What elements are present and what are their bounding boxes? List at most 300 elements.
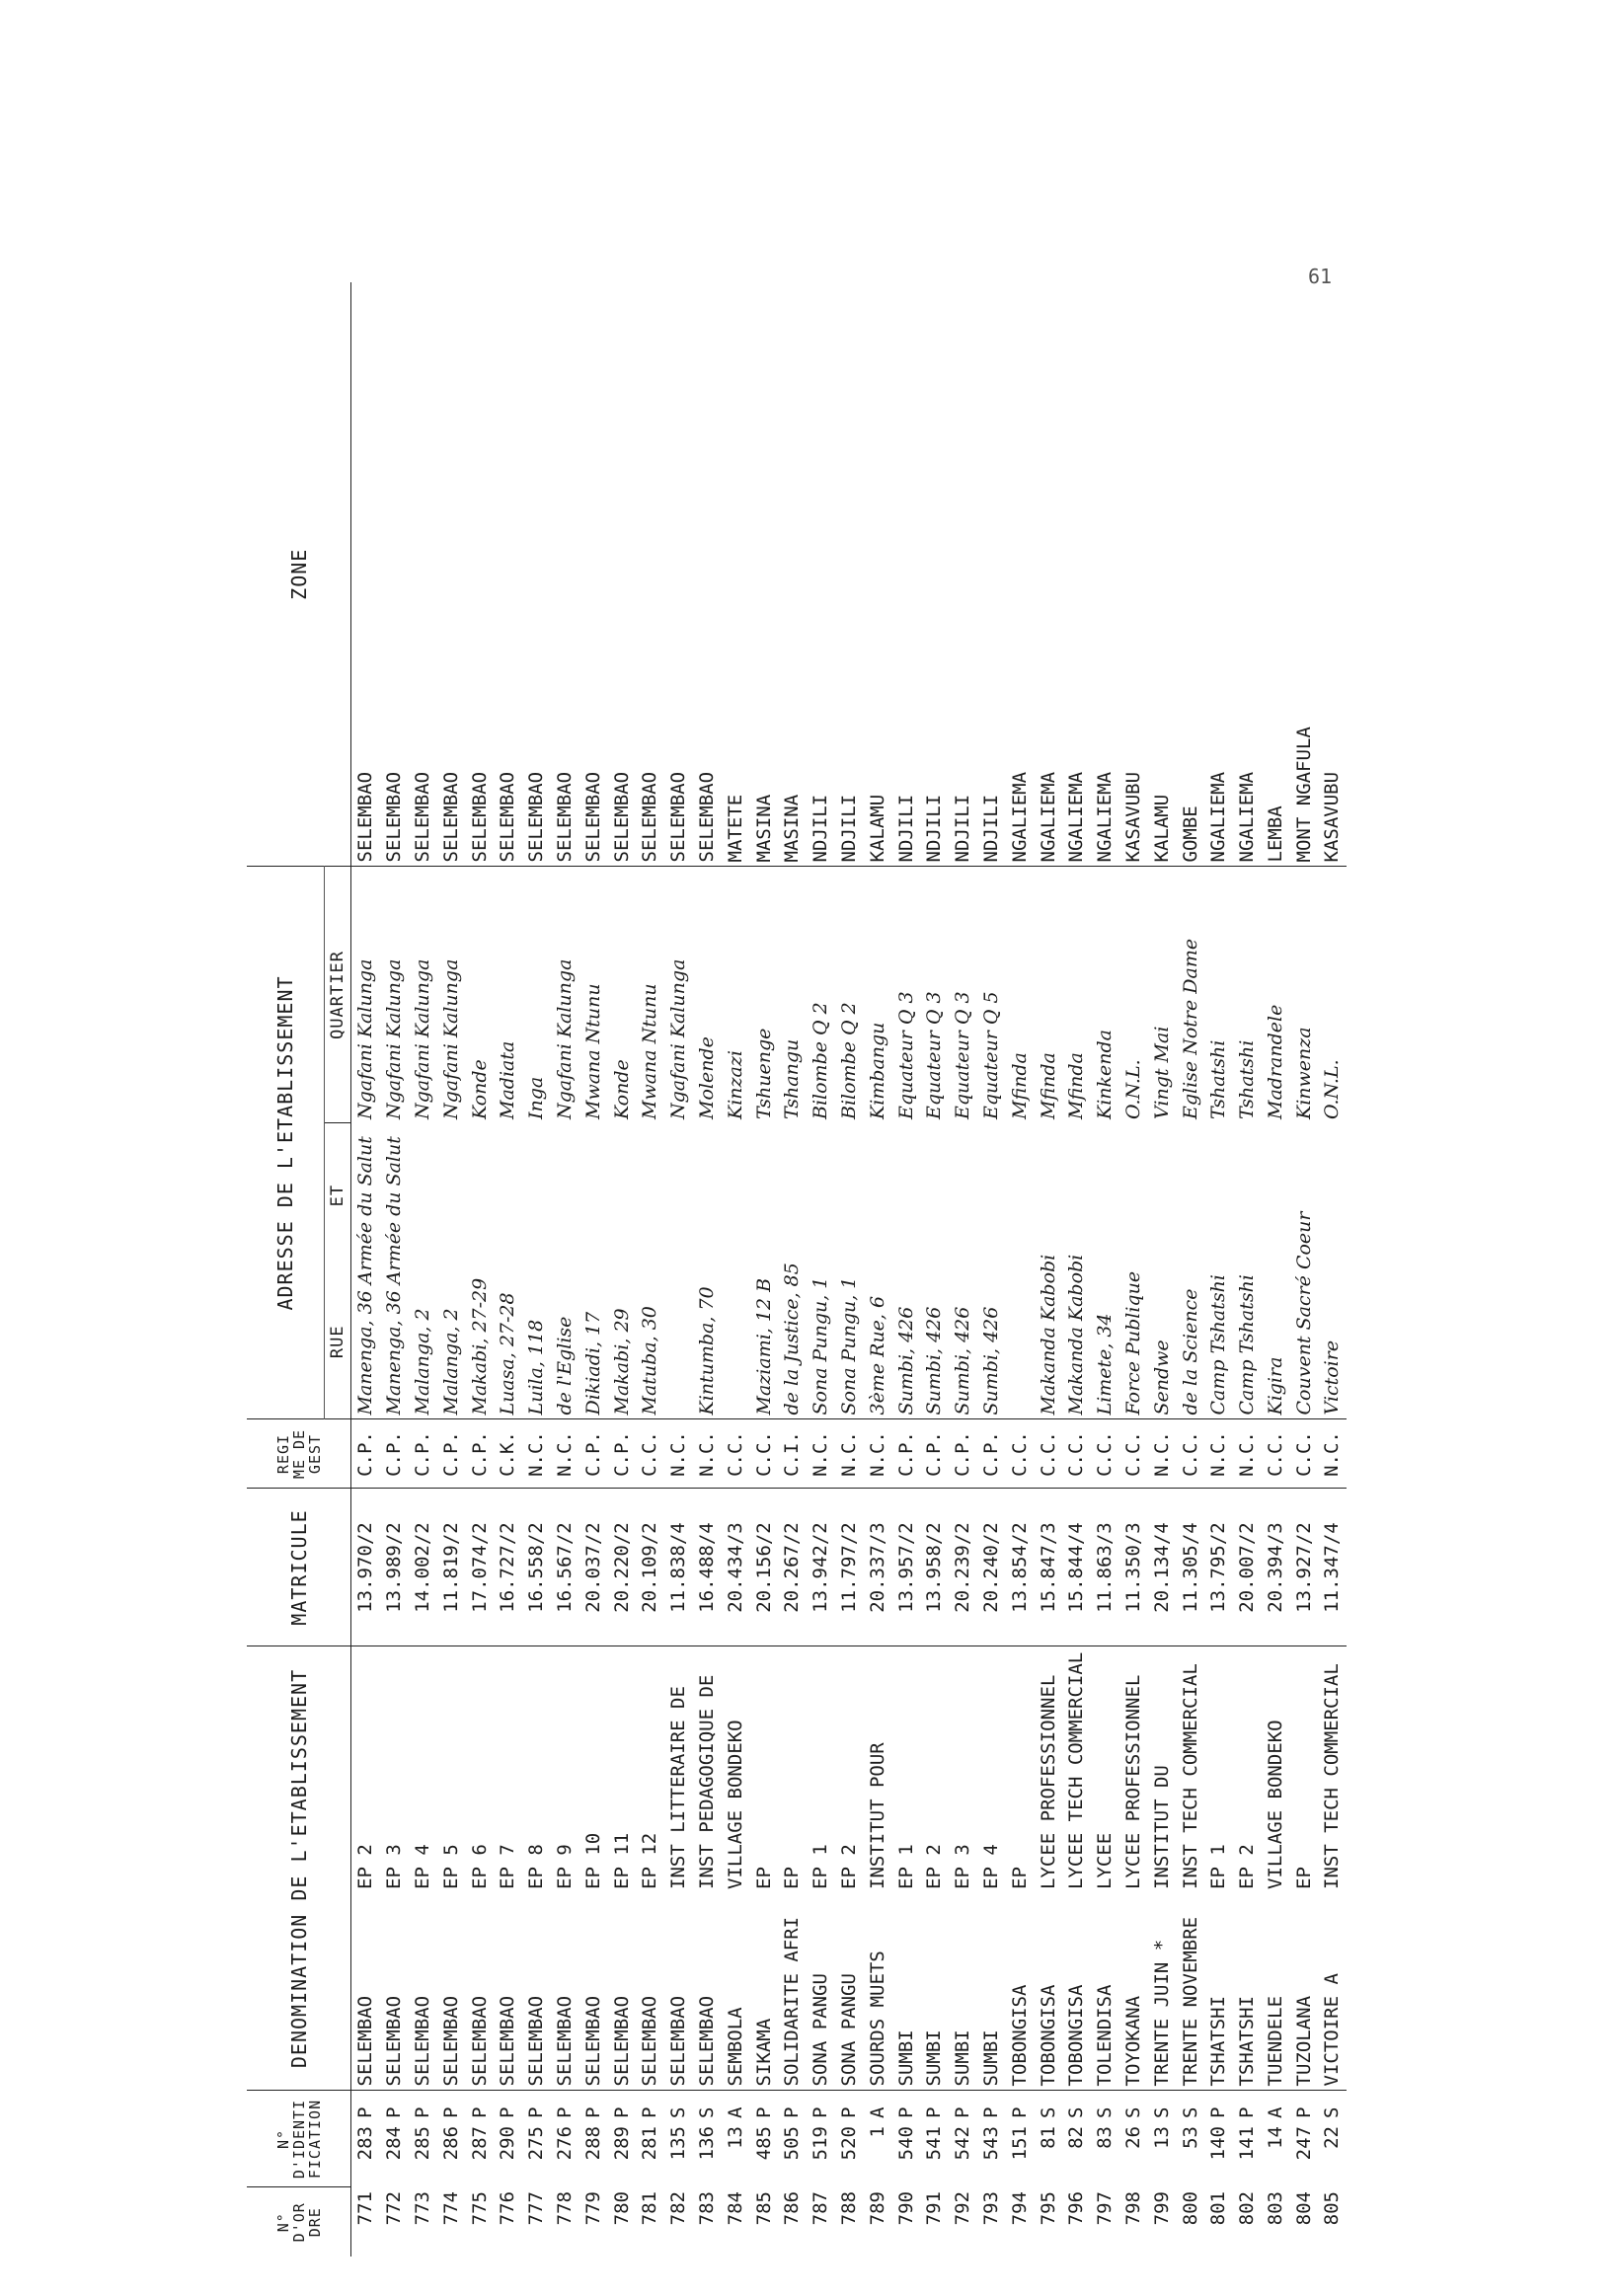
page-number: 61 <box>1308 265 1333 288</box>
type-cell: S <box>1065 2106 1088 2118</box>
rue-cell: Luasa, 27-28 <box>494 1123 522 1419</box>
ordre-cell: 800 <box>1179 2191 1201 2226</box>
etab-cell: EP 1 <box>894 1844 917 1889</box>
quartier-cell: Eglise Notre Dame <box>1179 938 1201 1119</box>
type-cell: P <box>952 2106 974 2118</box>
zone-cell: NGALIEMA <box>1034 282 1062 867</box>
etab-cell: LYCEE TECH COMMERCIAL <box>1065 1651 1088 1889</box>
type-cell: P <box>1236 2106 1259 2118</box>
id-cell: 287 <box>468 2126 491 2161</box>
id-cell: 81 <box>1037 2126 1059 2149</box>
quartier-cell: Equateur Q 3 <box>894 991 917 1119</box>
etab-cell: INST LITTERAIRE DE <box>667 1686 690 1889</box>
regime-cell: N.C. <box>664 1419 693 1489</box>
matricule-cell: 13.927/2 <box>1289 1489 1318 1646</box>
rue-cell: Sona Pungu, 1 <box>807 1123 835 1419</box>
type-cell: P <box>411 2106 433 2118</box>
id-cell: 276 <box>553 2126 576 2161</box>
etab-cell: EP 3 <box>952 1844 974 1889</box>
quartier-cell: Kimbangu <box>866 1022 888 1119</box>
nom-cell: VICTOIRE A <box>1318 1893 1347 2091</box>
table-row <box>920 282 949 2257</box>
id-cell: 541 <box>923 2126 946 2161</box>
id-cell: 26 <box>1121 2126 1144 2149</box>
etab-cell: EP 10 <box>581 1832 604 1889</box>
zone-cell: NGALIEMA <box>1062 282 1091 867</box>
rue-cell: Matuba, 30 <box>636 1123 664 1419</box>
regime-cell: C.P. <box>920 1419 949 1489</box>
quartier-cell: Inga <box>525 1076 548 1119</box>
id-cell: 13 <box>1150 2126 1173 2149</box>
quartier-cell: Konde <box>610 1059 633 1119</box>
zone-cell: SELEMBAO <box>522 282 551 867</box>
nom-cell: TSHATSHI <box>1204 1893 1233 2091</box>
rue-cell <box>1005 1123 1034 1419</box>
etab-cell: INST TECH COMMERCIAL <box>1179 1663 1201 1889</box>
regime-cell: C.I. <box>778 1419 807 1489</box>
ordre-cell: 772 <box>383 2191 406 2226</box>
header-zone: ZONE <box>247 282 351 867</box>
matricule-cell: 20.240/2 <box>977 1489 1006 1646</box>
id-cell: 53 <box>1179 2126 1201 2149</box>
id-cell: 520 <box>837 2126 860 2161</box>
quartier-cell: Vingt Mai <box>1150 1026 1173 1119</box>
id-cell: 543 <box>979 2126 1002 2161</box>
rue-cell: de la Science <box>1176 1123 1204 1419</box>
zone-cell: NDJILI <box>891 282 920 867</box>
ordre-cell: 782 <box>667 2191 690 2226</box>
ordre-cell: 796 <box>1065 2191 1088 2226</box>
nom-cell: SUMBI <box>949 1893 977 2091</box>
regime-cell: C.P. <box>977 1419 1006 1489</box>
schools-table <box>247 282 1347 2257</box>
id-cell: 135 <box>667 2126 690 2161</box>
nom-cell: SONA PANGU <box>807 1893 835 2091</box>
rue-cell: de l'Eglise <box>551 1123 579 1419</box>
ordre-cell: 774 <box>439 2191 462 2226</box>
ordre-cell: 786 <box>781 2191 804 2226</box>
quartier-cell: Equateur Q 5 <box>979 991 1002 1119</box>
id-cell: 283 <box>354 2126 377 2161</box>
etab-cell: LYCEE <box>1094 1832 1117 1889</box>
etab-cell: LYCEE PROFESSIONNEL <box>1121 1674 1144 1889</box>
table-row <box>1119 282 1148 2257</box>
quartier-cell: Ngafani Kalunga <box>553 958 576 1119</box>
ordre-cell: 773 <box>411 2191 433 2226</box>
rue-cell <box>664 1123 693 1419</box>
etab-cell: EP 1 <box>1207 1844 1230 1889</box>
nom-cell: SUMBI <box>891 1893 920 2091</box>
matricule-cell: 20.434/3 <box>721 1489 749 1646</box>
id-cell: 22 <box>1321 2126 1344 2149</box>
type-cell: P <box>752 2106 775 2118</box>
regime-cell: C.P. <box>351 1419 380 1489</box>
regime-cell: N.C. <box>1233 1419 1262 1489</box>
ordre-cell: 785 <box>752 2191 775 2226</box>
ordre-cell: 789 <box>866 2191 888 2226</box>
nom-cell: SELEMBAO <box>664 1893 693 2091</box>
regime-cell: N.C. <box>551 1419 579 1489</box>
nom-cell: SOLIDARITE AFRI <box>778 1893 807 2091</box>
id-cell: 505 <box>781 2126 804 2161</box>
zone-cell: GOMBE <box>1176 282 1204 867</box>
table-row <box>494 282 522 2257</box>
etab-cell: EP 3 <box>383 1844 406 1889</box>
table-row <box>693 282 722 2257</box>
regime-cell: N.C. <box>835 1419 864 1489</box>
zone-cell: SELEMBAO <box>494 282 522 867</box>
rue-cell: Force Publique <box>1119 1123 1148 1419</box>
id-cell: 540 <box>894 2126 917 2161</box>
table-row <box>409 282 437 2257</box>
zone-cell: MASINA <box>778 282 807 867</box>
rotated-register-table <box>247 282 1344 2257</box>
id-cell: 82 <box>1065 2126 1088 2149</box>
etab-cell: INSTITUT DU <box>1150 1765 1173 1889</box>
ordre-cell: 778 <box>553 2191 576 2226</box>
regime-cell: C.P. <box>607 1419 636 1489</box>
type-cell: P <box>610 2106 633 2118</box>
etab-cell: EP <box>781 1867 804 1889</box>
quartier-cell: Mfinda <box>1037 1052 1059 1119</box>
rue-cell: Sumbi, 426 <box>949 1123 977 1419</box>
table-row <box>977 282 1006 2257</box>
matricule-cell: 11.350/3 <box>1119 1489 1148 1646</box>
header-denomination: DENOMINATION DE L'ETABLISSEMENT <box>247 1646 351 2091</box>
quartier-cell: Tshuenge <box>752 1028 775 1119</box>
type-cell: P <box>439 2106 462 2118</box>
rue-cell: Maziami, 12 B <box>749 1123 778 1419</box>
matricule-cell: 20.037/2 <box>578 1489 607 1646</box>
ordre-cell: 792 <box>952 2191 974 2226</box>
matricule-cell: 16.488/4 <box>693 1489 722 1646</box>
id-cell: 136 <box>695 2126 718 2161</box>
etab-cell: INST TECH COMMERCIAL <box>1321 1663 1344 1889</box>
header-identification: N° D'IDENTI FICATION <box>247 2091 351 2187</box>
regime-cell: N.C. <box>693 1419 722 1489</box>
table-row <box>522 282 551 2257</box>
nom-cell: TUENDELE <box>1262 1893 1290 2091</box>
nom-cell: SELEMBAO <box>607 1893 636 2091</box>
type-cell: P <box>1008 2106 1031 2118</box>
table-row <box>721 282 749 2257</box>
zone-cell: LEMBA <box>1262 282 1290 867</box>
header-ordre: N° D'OR DRE <box>247 2187 351 2257</box>
table-row <box>436 282 465 2257</box>
matricule-cell: 11.305/4 <box>1176 1489 1204 1646</box>
etab-cell: EP <box>1008 1867 1031 1889</box>
table-row <box>351 282 380 2257</box>
id-cell: 281 <box>639 2126 661 2161</box>
nom-cell: TRENTE NOVEMBRE <box>1176 1893 1204 2091</box>
regime-cell: C.P. <box>891 1419 920 1489</box>
quartier-cell: Molende <box>695 1036 718 1119</box>
table-row <box>1204 282 1233 2257</box>
zone-cell: NDJILI <box>949 282 977 867</box>
rue-cell: Sendwe <box>1147 1123 1176 1419</box>
ordre-cell: 776 <box>497 2191 519 2226</box>
etab-cell: EP 12 <box>639 1832 661 1889</box>
rue-cell: Manenga, 36 Armée du Salut <box>380 1123 409 1419</box>
zone-cell: NGALIEMA <box>1204 282 1233 867</box>
quartier-cell: Ngafani Kalunga <box>354 958 377 1119</box>
ordre-cell: 804 <box>1292 2191 1315 2226</box>
id-cell: 151 <box>1008 2126 1031 2161</box>
quartier-cell: Kinwenza <box>1292 1027 1315 1119</box>
nom-cell: SELEMBAO <box>494 1893 522 2091</box>
table-body <box>351 282 1347 2257</box>
ordre-cell: 791 <box>923 2191 946 2226</box>
etab-cell: EP 4 <box>979 1844 1002 1889</box>
rue-cell: Couvent Sacré Coeur <box>1289 1123 1318 1419</box>
regime-cell: C.P. <box>465 1419 494 1489</box>
type-cell: P <box>639 2106 661 2118</box>
zone-cell: SELEMBAO <box>409 282 437 867</box>
regime-cell: C.C. <box>1034 1419 1062 1489</box>
regime-cell: C.P. <box>380 1419 409 1489</box>
rue-cell: Makabi, 27-29 <box>465 1123 494 1419</box>
regime-cell: C.C. <box>1091 1419 1119 1489</box>
quartier-cell: Mwana Ntunu <box>639 983 661 1119</box>
type-cell: S <box>667 2106 690 2118</box>
regime-cell: C.C. <box>1005 1419 1034 1489</box>
header-adresse: ADRESSE DE L'ETABLISSEMENT <box>247 867 325 1419</box>
matricule-cell: 20.156/2 <box>749 1489 778 1646</box>
nom-cell: SUMBI <box>977 1893 1006 2091</box>
type-cell: P <box>1292 2106 1315 2118</box>
quartier-cell: Ngafani Kalunga <box>411 958 433 1119</box>
etab-cell: EP 6 <box>468 1844 491 1889</box>
ordre-cell: 801 <box>1207 2191 1230 2226</box>
matricule-cell: 17.074/2 <box>465 1489 494 1646</box>
table-row <box>1005 282 1034 2257</box>
table-row <box>1262 282 1290 2257</box>
type-cell: A <box>724 2106 746 2118</box>
id-cell: 519 <box>810 2126 832 2161</box>
rue-cell: Manenga, 36 Armée du Salut <box>351 1123 380 1419</box>
etab-cell: EP 5 <box>439 1844 462 1889</box>
rue-cell: Makanda Kabobi <box>1034 1123 1062 1419</box>
ordre-cell: 771 <box>354 2191 377 2226</box>
matricule-cell: 15.847/3 <box>1034 1489 1062 1646</box>
nom-cell: TOBONGISA <box>1062 1893 1091 2091</box>
type-cell: S <box>695 2106 718 2118</box>
type-cell: P <box>525 2106 548 2118</box>
rue-cell: Kigira <box>1262 1123 1290 1419</box>
rue-cell: Camp Tshatshi <box>1204 1123 1233 1419</box>
id-cell: 275 <box>525 2126 548 2161</box>
type-cell: S <box>1037 2106 1059 2118</box>
regime-cell: C.C. <box>1062 1419 1091 1489</box>
matricule-cell: 13.957/2 <box>891 1489 920 1646</box>
ordre-cell: 805 <box>1321 2191 1344 2226</box>
quartier-cell: Madiata <box>497 1040 519 1119</box>
ordre-cell: 797 <box>1094 2191 1117 2226</box>
quartier-cell: Bilombe Q 2 <box>810 1002 832 1119</box>
ordre-cell: 779 <box>581 2191 604 2226</box>
regime-cell: C.C. <box>636 1419 664 1489</box>
ordre-cell: 798 <box>1121 2191 1144 2226</box>
matricule-cell: 16.567/2 <box>551 1489 579 1646</box>
regime-cell: N.C. <box>807 1419 835 1489</box>
ordre-cell: 794 <box>1008 2191 1031 2226</box>
nom-cell: SONA PANGU <box>835 1893 864 2091</box>
rue-cell: Makanda Kabobi <box>1062 1123 1091 1419</box>
type-cell: S <box>1121 2106 1144 2118</box>
table-row <box>1091 282 1119 2257</box>
nom-cell: SUMBI <box>920 1893 949 2091</box>
zone-cell: NDJILI <box>835 282 864 867</box>
etab-cell: INST PEDAGOGIQUE DE <box>695 1674 718 1889</box>
quartier-cell: Equateur Q 3 <box>923 991 946 1119</box>
table-row <box>1318 282 1347 2257</box>
zone-cell: MONT NGAFULA <box>1289 282 1318 867</box>
etab-cell: EP 1 <box>810 1844 832 1889</box>
type-cell: P <box>923 2106 946 2118</box>
matricule-cell: 20.220/2 <box>607 1489 636 1646</box>
table-row <box>380 282 409 2257</box>
zone-cell: NGALIEMA <box>1091 282 1119 867</box>
zone-cell: KALAMU <box>863 282 891 867</box>
regime-cell: C.C. <box>721 1419 749 1489</box>
ordre-cell: 780 <box>610 2191 633 2226</box>
type-cell: P <box>979 2106 1002 2118</box>
ordre-cell: 787 <box>810 2191 832 2226</box>
table-row <box>551 282 579 2257</box>
header-matricule: MATRICULE <box>247 1489 351 1646</box>
matricule-cell: 11.863/3 <box>1091 1489 1119 1646</box>
rue-cell: 3ème Rue, 6 <box>863 1123 891 1419</box>
etab-cell: EP 8 <box>525 1844 548 1889</box>
id-cell: 286 <box>439 2126 462 2161</box>
matricule-cell: 13.989/2 <box>380 1489 409 1646</box>
matricule-cell: 13.795/2 <box>1204 1489 1233 1646</box>
table-row <box>607 282 636 2257</box>
quartier-cell: O.N.L. <box>1121 1059 1144 1119</box>
zone-cell: MASINA <box>749 282 778 867</box>
nom-cell: TUZOLANA <box>1289 1893 1318 2091</box>
regime-cell: N.C. <box>1318 1419 1347 1489</box>
etab-cell: INSTITUT POUR <box>866 1742 888 1889</box>
type-cell: P <box>1207 2106 1230 2118</box>
ordre-cell: 775 <box>468 2191 491 2226</box>
regime-cell: N.C. <box>1204 1419 1233 1489</box>
etab-cell: EP 2 <box>837 1844 860 1889</box>
rue-cell: Sumbi, 426 <box>920 1123 949 1419</box>
regime-cell: C.C. <box>1289 1419 1318 1489</box>
type-cell: P <box>810 2106 832 2118</box>
etab-cell: EP 2 <box>354 1844 377 1889</box>
etab-cell: EP 11 <box>610 1832 633 1889</box>
nom-cell: SELEMBAO <box>578 1893 607 2091</box>
matricule-cell: 20.239/2 <box>949 1489 977 1646</box>
regime-cell: C.P. <box>578 1419 607 1489</box>
type-cell: A <box>866 2106 888 2118</box>
matricule-cell: 11.838/4 <box>664 1489 693 1646</box>
table-row <box>664 282 693 2257</box>
ordre-cell: 781 <box>639 2191 661 2226</box>
zone-cell: SELEMBAO <box>551 282 579 867</box>
matricule-cell: 20.394/3 <box>1262 1489 1290 1646</box>
zone-cell: MATETE <box>721 282 749 867</box>
quartier-cell: Ngafani Kalunga <box>383 958 406 1119</box>
id-cell: 13 <box>724 2126 746 2149</box>
nom-cell: SELEMBAO <box>551 1893 579 2091</box>
id-cell: 542 <box>952 2126 974 2161</box>
type-cell: P <box>553 2106 576 2118</box>
rue-cell: Malanga, 2 <box>409 1123 437 1419</box>
type-cell: S <box>1094 2106 1117 2118</box>
header-rue: RUE <box>328 1325 347 1359</box>
table-row <box>1147 282 1176 2257</box>
zone-cell: NGALIEMA <box>1233 282 1262 867</box>
matricule-cell: 13.970/2 <box>351 1489 380 1646</box>
rue-cell <box>721 1123 749 1419</box>
nom-cell: TSHATSHI <box>1233 1893 1262 2091</box>
table-row <box>1062 282 1091 2257</box>
nom-cell: SELEMBAO <box>380 1893 409 2091</box>
zone-cell: SELEMBAO <box>578 282 607 867</box>
nom-cell: SELEMBAO <box>409 1893 437 2091</box>
type-cell: P <box>837 2106 860 2118</box>
matricule-cell: 20.007/2 <box>1233 1489 1262 1646</box>
quartier-cell: Konde <box>468 1059 491 1119</box>
type-cell: S <box>1150 2106 1173 2118</box>
quartier-cell: Madrandele <box>1264 1004 1286 1119</box>
etab-cell: EP 9 <box>553 1844 576 1889</box>
quartier-cell: Mwana Ntunu <box>581 983 604 1119</box>
id-cell: 485 <box>752 2126 775 2161</box>
zone-cell: SELEMBAO <box>664 282 693 867</box>
ordre-cell: 803 <box>1264 2191 1286 2226</box>
rue-cell: Kintumba, 70 <box>693 1123 722 1419</box>
matricule-cell: 11.347/4 <box>1318 1489 1347 1646</box>
quartier-cell: Kinkenda <box>1094 1030 1117 1119</box>
matricule-cell: 20.337/3 <box>863 1489 891 1646</box>
zone-cell: SELEMBAO <box>693 282 722 867</box>
type-cell: P <box>497 2106 519 2118</box>
rue-cell: Victoire <box>1318 1123 1347 1419</box>
zone-cell: KASAVUBU <box>1119 282 1148 867</box>
matricule-cell: 16.727/2 <box>494 1489 522 1646</box>
zone-cell: SELEMBAO <box>436 282 465 867</box>
regime-cell: C.P. <box>436 1419 465 1489</box>
ordre-cell: 793 <box>979 2191 1002 2226</box>
rue-cell: Malanga, 2 <box>436 1123 465 1419</box>
nom-cell: TOBONGISA <box>1034 1893 1062 2091</box>
table-row <box>465 282 494 2257</box>
matricule-cell: 13.958/2 <box>920 1489 949 1646</box>
zone-cell: SELEMBAO <box>636 282 664 867</box>
nom-cell: SEMBOLA <box>721 1893 749 2091</box>
nom-cell: SIKAMA <box>749 1893 778 2091</box>
table-row <box>891 282 920 2257</box>
nom-cell: TOBONGISA <box>1005 1893 1034 2091</box>
quartier-cell: Tshatshi <box>1207 1039 1230 1119</box>
table-row <box>778 282 807 2257</box>
quartier-cell: Bilombe Q 2 <box>837 1002 860 1119</box>
type-cell: S <box>1179 2106 1201 2118</box>
table-row <box>863 282 891 2257</box>
id-cell: 288 <box>581 2126 604 2161</box>
nom-cell: TRENTE JUIN * <box>1147 1893 1176 2091</box>
zone-cell: SELEMBAO <box>351 282 380 867</box>
ordre-cell: 784 <box>724 2191 746 2226</box>
nom-cell: SELEMBAO <box>693 1893 722 2091</box>
matricule-cell: 20.109/2 <box>636 1489 664 1646</box>
quartier-cell: Kinzazi <box>724 1050 746 1119</box>
etab-cell: EP <box>1292 1867 1315 1889</box>
